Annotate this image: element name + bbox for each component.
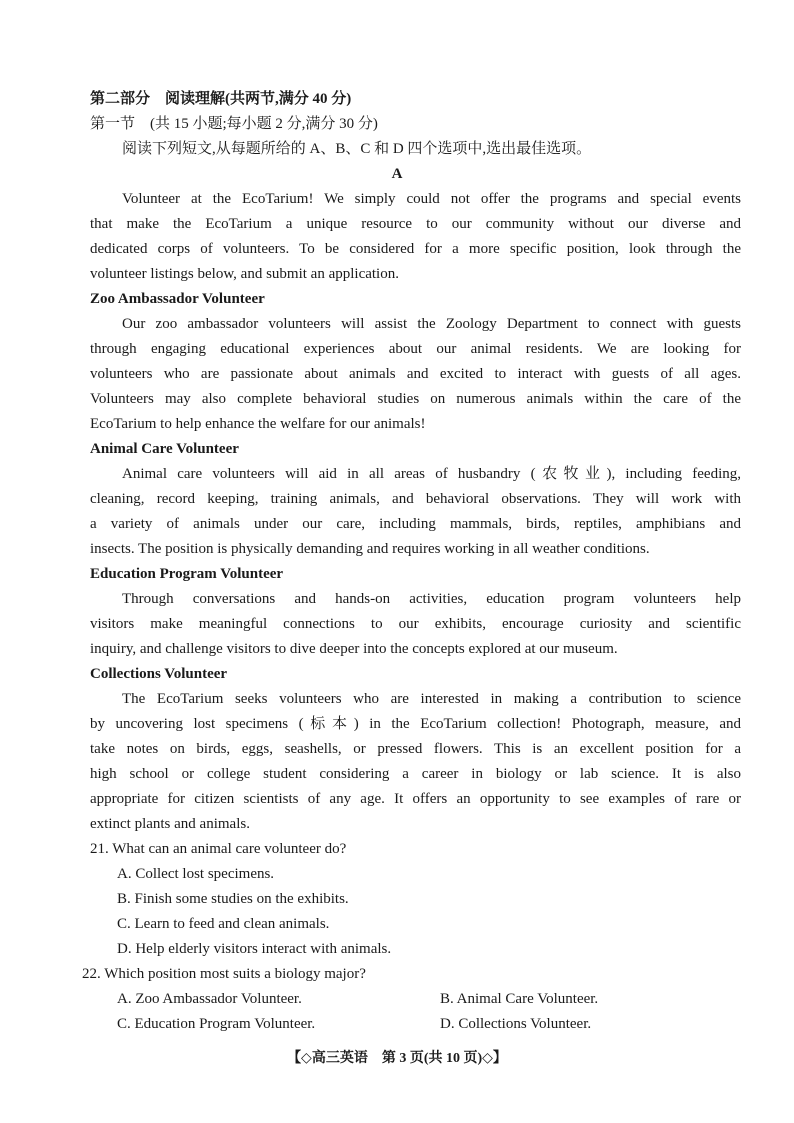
intro-line: Volunteer at the EcoTarium! We simply could not offer the programs and special events <box>122 191 741 207</box>
option-21-d: D. Help elderly visitors interact with animals. <box>117 941 392 957</box>
body-line: high school or college student considering a career in biology or lab science. It is also <box>90 766 741 782</box>
body-line: a variety of animals under our care, including mammals, birds, reptiles, amphibians and <box>90 516 741 532</box>
body-line: Through conversations and hands-on activities, education program volunteers help <box>122 591 741 607</box>
section-heading: Zoo Ambassador Volunteer <box>90 291 265 307</box>
body-line: through engaging educational experiences about our animal residents. We are looking for <box>90 341 741 357</box>
body-line: Our zoo ambassador volunteers will assist the Zoology Department to connect with guests <box>122 316 741 332</box>
body-line: take notes on birds, eggs, seashells, or pressed flowers. This is an excellent position for a <box>90 741 741 757</box>
page-footer: 【◇高三英语 第 3 页(共 10 页)◇】 <box>287 1051 507 1066</box>
question-stem-22: 22. Which position most suits a biology major? <box>82 966 366 982</box>
body-line: visitors make meaningful connections to our exhibits, encourage curiosity and scientific <box>90 616 741 632</box>
section-heading: Education Program Volunteer <box>90 566 284 582</box>
body-line: Animal care volunteers will aid in all areas of husbandry (农牧业), including feeding, <box>122 466 741 482</box>
option-22-a: A. Zoo Ambassador Volunteer. <box>117 991 302 1007</box>
passage-label: A <box>391 166 403 182</box>
body-line: The EcoTarium seeks volunteers who are interested in making a contribution to science <box>122 691 741 707</box>
option-22-b: B. Animal Care Volunteer. <box>440 991 599 1007</box>
section-heading: Collections Volunteer <box>90 666 228 682</box>
body-line: Volunteers may also complete behavioral studies on numerous animals within the care of the <box>90 391 741 407</box>
option-21-a: A. Collect lost specimens. <box>117 866 275 882</box>
question-stem-21: 21. What can an animal care volunteer do? <box>90 841 347 857</box>
body-line: volunteers who are passionate about animals and excited to interact with guests of all ages. <box>90 366 741 382</box>
body-line: by uncovering lost specimens (标本) in the EcoTarium collection! Photograph, measure, and <box>90 716 741 732</box>
body-line: EcoTarium to help enhance the welfare for our animals! <box>90 416 426 432</box>
intro-line: dedicated corps of volunteers. To be considered for a more specific position, look through the <box>90 241 741 257</box>
option-22-c: C. Education Program Volunteer. <box>117 1016 316 1032</box>
body-line: appropriate for citizen scientists of any age. It offers an opportunity to see examples of rare or <box>90 791 741 807</box>
option-22-d: D. Collections Volunteer. <box>440 1016 592 1032</box>
intro-line: volunteer listings below, and submit an application. <box>90 266 399 282</box>
body-line: cleaning, record keeping, training animals, and behavioral observations. They will work with <box>90 491 741 507</box>
instructions: 阅读下列短文,从每题所给的 A、B、C 和 D 四个选项中,选出最佳选项。 <box>122 141 592 157</box>
body-line: inquiry, and challenge visitors to dive deeper into the concepts explored at our museum. <box>90 641 618 657</box>
intro-line: that make the EcoTarium a unique resource to our community without our diverse and <box>90 216 741 232</box>
section-title: 第一节 (共 15 小题;每小题 2 分,满分 30 分) <box>90 116 378 132</box>
body-line: insects. The position is physically demanding and requires working in all weather conditions. <box>90 541 650 557</box>
section-heading: Animal Care Volunteer <box>90 441 239 457</box>
option-21-b: B. Finish some studies on the exhibits. <box>117 891 349 907</box>
body-line: extinct plants and animals. <box>90 816 250 832</box>
option-21-c: C. Learn to feed and clean animals. <box>117 916 330 932</box>
part-title: 第二部分 阅读理解(共两节,满分 40 分) <box>90 91 352 107</box>
